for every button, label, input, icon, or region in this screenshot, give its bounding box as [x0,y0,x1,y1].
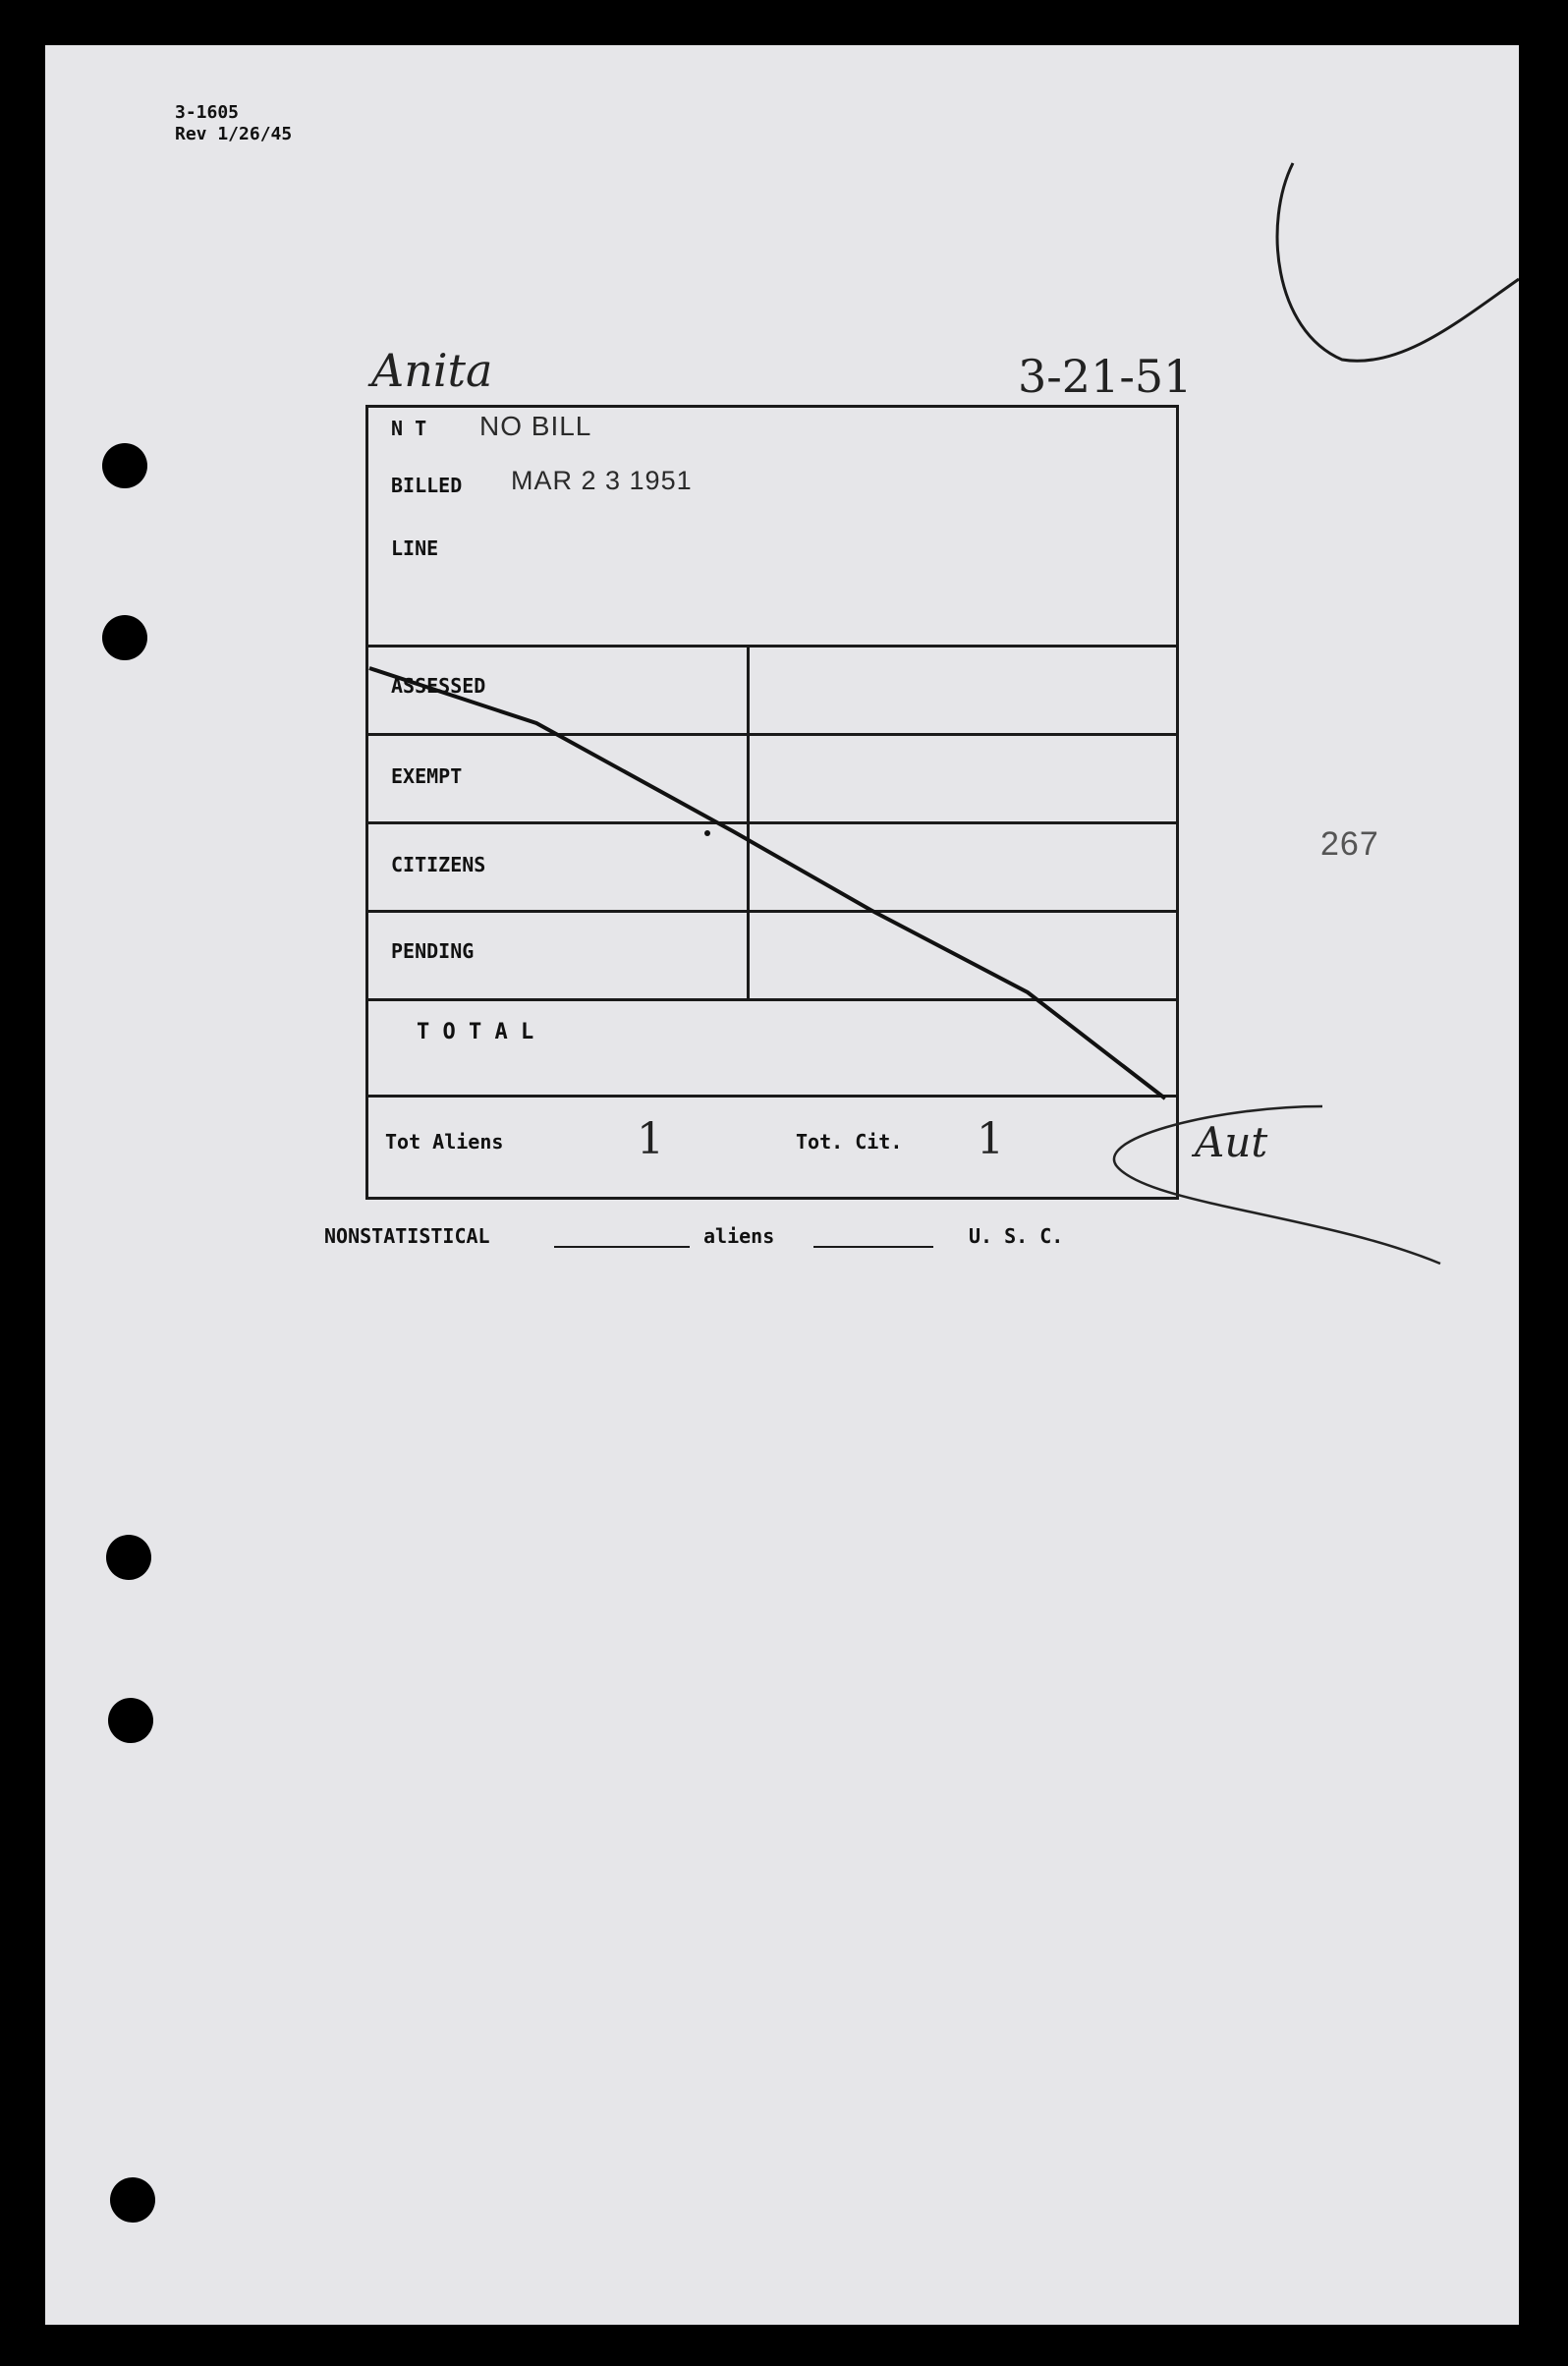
form-revision: Rev 1/26/45 [175,124,293,144]
cancel-line [369,668,1165,1098]
row-citizens: CITIZENS [391,853,486,876]
aliens-label: aliens [703,1224,775,1248]
row-exempt: EXEMPT [391,764,463,788]
form-number: 3-1605 [175,102,240,123]
tot-cit-label: Tot. Cit. [796,1130,903,1154]
row-total: T O T A L [417,1020,534,1044]
check-mark [1277,163,1519,361]
handwritten-date: 3-21-51 [1018,350,1193,403]
handwritten-name: Anita [371,344,493,397]
no-bill-stamp: NO BILL [479,411,592,441]
billed-date-stamp: MAR 2 3 1951 [511,466,693,495]
label-billed: BILLED [391,474,463,497]
tot-cit-value: 1 [977,1114,1004,1164]
tot-aliens-value: 1 [637,1114,664,1164]
label-nt: N T [391,417,427,440]
row-pending: PENDING [391,939,475,963]
page-number-stamp: 267 [1320,825,1379,863]
pen-marks [45,45,1519,2325]
label-line: LINE [391,536,439,560]
handwritten-initials: Aut [1195,1118,1268,1166]
row-assessed: ASSESSED [391,674,486,698]
document-page [45,45,1519,2325]
nonstatistical-label: NONSTATISTICAL [324,1224,490,1248]
tot-aliens-label: Tot Aliens [385,1130,504,1154]
usc-label: U. S. C. [969,1224,1064,1248]
initials-loop [1114,1106,1440,1264]
